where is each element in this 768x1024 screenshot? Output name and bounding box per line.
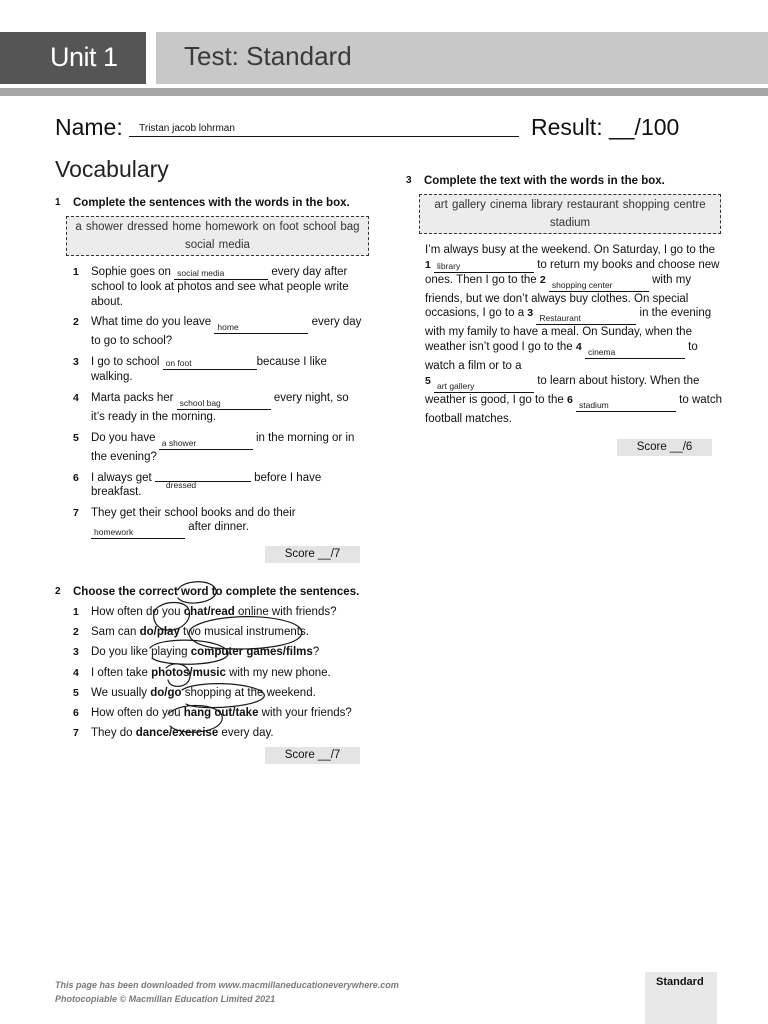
list-item [73,265,365,309]
item-text: shopping at the weekend. [181,686,316,699]
item-text: because I like walking. [91,356,327,384]
left-column [55,196,365,764]
blank-number: 3 [527,307,534,320]
question-2 [55,585,365,764]
item-number: 7 [73,727,79,740]
question-number: 2 [55,585,61,597]
answer-blank: school bag [177,397,271,410]
item-text: after dinner. [185,521,249,534]
passage-fragment: to watch football matches. [425,393,723,425]
name-line [55,114,755,144]
list-item [73,666,365,681]
question-number: 3 [406,175,412,186]
word-choice: computer games/films [190,646,313,659]
passage-fragment: to learn about history. When the weather is good, I go to the [425,374,700,406]
right-column [406,174,724,456]
word-choice: dance/exercise [135,727,219,740]
item-list [55,265,365,539]
item-text: with my new phone. [225,666,331,679]
blank-number: 4 [575,341,582,354]
item-number: 2 [73,316,79,329]
item-number: 1 [73,605,79,618]
answer-blank: homework [91,526,185,539]
item-number: 4 [73,391,79,404]
item-text: Do you have [91,431,159,444]
item-text: with your friends? [258,707,352,720]
test-title: Test: Standard [156,32,768,84]
item-text: Sophie goes on [91,266,175,278]
item-text: How often do you [91,707,184,720]
copyright-notice: Photocopiable © Macmillan Education Limited 2021 [55,994,276,1004]
item-number: 4 [73,666,79,679]
list-item [73,686,365,701]
item-text: I often take [91,666,152,679]
question-instruction: Choose the correct word to complete the sentences. [73,585,360,598]
blank-number: 6 [566,393,573,406]
answer-blank: library [434,260,534,273]
answer-text: dressed [165,479,197,490]
item-text: every day to go to school? [91,316,362,348]
list-item [73,391,365,425]
item-number: 2 [73,625,79,638]
item-number: 3 [73,646,79,659]
answer-blank: stadium [576,399,676,412]
list-item [73,706,365,721]
answer-blank: on foot [163,357,257,370]
item-text: ? [312,646,320,659]
item-text: Sam can [91,625,140,638]
item-number: 5 [73,431,79,444]
list-item [73,431,365,465]
list-item [73,726,365,741]
passage-fragment: in the evening with my family to have a meal. On Sunday, when the weather isn’t good I go to the [425,307,712,354]
name-field: Tristan jacob lohrman [129,123,519,137]
answer-blank: Restaurant [536,312,636,325]
item-text: I always get [91,471,155,484]
question-heading [55,585,365,599]
item-text: before I have breakfast. [91,471,322,499]
passage-fragment: I’m always busy at the weekend. On Saturday, I go to the [425,244,715,256]
answer-blank: shopping center [549,279,649,292]
item-number: 3 [73,356,79,369]
score-box: Score __/7 [265,747,360,764]
score-box: Score __/6 [617,439,712,456]
question-heading [55,196,365,210]
item-text: every day. [218,727,274,740]
passage-fragment: with my friends, but we don’t always buy clothes. On special occasions, I go to a [425,273,692,320]
item-text: every day after school to look at photos and see what people write about. [91,266,349,308]
blank-number: 2 [539,273,546,286]
unit-label: Unit 1 [0,32,146,84]
footer-note [55,978,399,1006]
item-text: They do [91,727,136,740]
word-choice: chat/read [183,605,235,618]
question-number: 1 [55,197,61,208]
passage-fragment: to return my books and choose new ones. Then I go to the [425,258,720,286]
list-item [73,605,365,620]
section-title: Vocabulary [55,156,169,182]
answer-blank: cinema [585,346,685,359]
item-text: How often do you [91,605,184,618]
list-item [73,355,365,385]
word-box: a shower dressed home homework on foot school bag social media [66,216,369,256]
word-choice: do/play [139,625,180,638]
passage-text [406,243,724,427]
answer-blank: a shower [159,437,253,450]
item-text: They get their school books and do their [91,506,296,519]
passage-fragment: to watch a film or to a [425,341,698,373]
list-item [73,625,365,640]
list-item [73,645,365,660]
item-number: 7 [73,506,79,519]
question-heading [406,174,724,188]
level-badge: Standard [645,972,717,1024]
item-text: I go to school [91,356,163,369]
score-box: Score __/7 [265,546,360,563]
word-choice: hang out/take [183,707,259,720]
result-label: Result: __/100 [531,114,680,140]
item-number: 6 [73,471,79,484]
list-item [73,315,365,349]
item-text: online with friends? [234,605,337,618]
blank-number: 5 [425,374,431,387]
blank-number: 1 [425,258,431,271]
name-label: Name: [55,114,123,140]
download-notice: This page has been downloaded from www.macmillaneducationeverywhere.com [55,980,399,990]
item-text: We usually [91,686,151,699]
answer-blank: art gallery [434,380,534,393]
word-box: art gallery cinema library restaurant shopping centre stadium [419,194,721,234]
item-number: 1 [73,266,79,278]
question-1 [55,196,365,563]
answer-blank: social media [174,267,268,280]
word-choice: do/go [150,686,182,699]
list-item [73,471,365,500]
question-instruction: Complete the text with the words in the box. [424,175,665,187]
question-instruction: Complete the sentences with the words in the box. [73,197,350,209]
word-choice: photos/music [151,666,226,679]
item-number: 6 [73,707,79,720]
answer-blank: home [214,321,308,334]
item-text: in the morning or in the evening? [91,431,355,463]
item-text: every night, so it’s ready in the morning. [91,391,349,423]
item-text: Do you like playing [91,646,191,659]
item-text: two musical instruments. [179,625,309,638]
list-item [73,506,365,540]
item-text: Marta packs her [91,391,177,404]
item-list [55,605,365,741]
item-text: What time do you leave [91,316,215,329]
item-number: 5 [73,686,79,699]
answer-blank [155,472,251,490]
header-divider [0,88,768,96]
